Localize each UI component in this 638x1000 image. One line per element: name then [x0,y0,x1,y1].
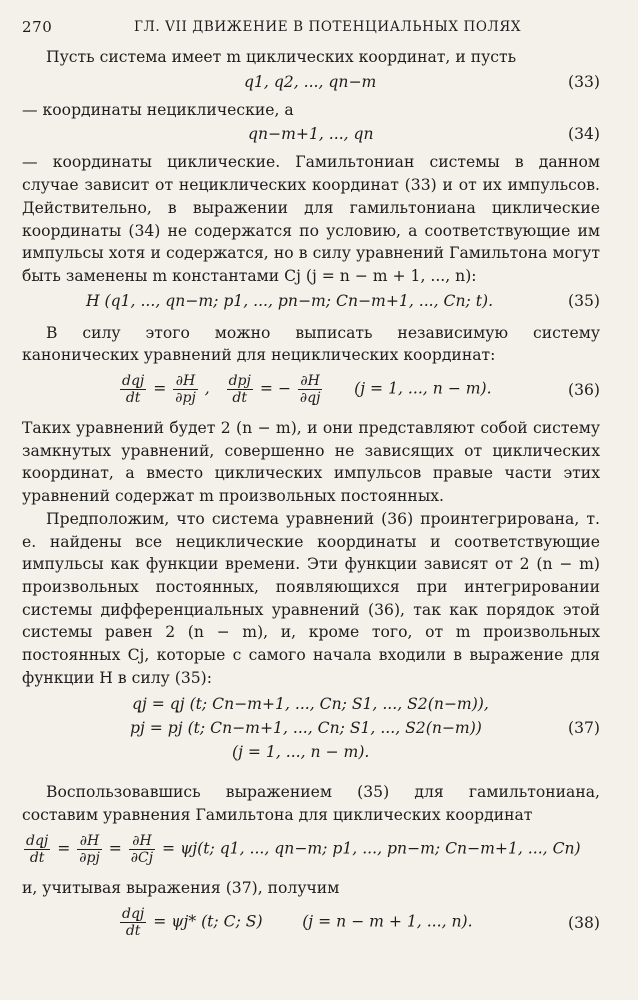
equation-37-line-1: qj = qj (t; Cn−m+1, ..., Cn; S1, ..., S2(n−m)), [132,695,489,714]
equation-36-tag: (36) [567,381,600,400]
equation-37-tag: (37) [567,719,600,738]
page-number: 270 [22,18,53,36]
equation-37-line-2: pj = pj (t; Cn−m+1, ..., Cn; S1, ..., S2(n−m)) [130,719,482,738]
equation-37 [22,689,600,773]
equation-35-tag: (35) [567,291,600,310]
equation-37-line-3: (j = 1, ..., n − m). [232,743,370,762]
equation-36 [22,367,600,413]
equation-33-body: q1, q2, ..., qn−m [244,72,377,91]
equation-cyclic [22,827,600,873]
equation-34-body: qn−m+1, ..., qn [248,125,374,144]
fraction: $\frac{\text{dqj}}{dt}$ [122,905,145,939]
equation-38 [22,900,600,946]
book-page [22,14,600,946]
equation-cyclic-tail: = ψj(t; q1, ..., qn−m; p1, ..., pn−m; Cn−m+1, ..., Cn) [162,839,581,858]
equation-36-range: (j = 1, ..., n − m). [354,379,492,398]
fraction: $\frac{\text{dpj}}{dt}$ [228,373,251,407]
equation-35 [22,288,600,318]
fraction: $\frac{\partial H}{\partial qj}$ [299,373,321,407]
equation-cyclic-body: $\frac{\text{dqj}}{dt}$ = $\frac{\partial H}{\partial pj}$ = $\frac{\partial H}{\partial Cj}$ = ψj(t; q1, ..., qn−m; p1, ..., pn−m; Cn−m+1, ..., Cn) [26,832,581,866]
paragraph-4: В силу этого можно выписать независимую систему канонических уравнений для нециклических координат: [22,323,600,365]
fraction: $\frac{\partial H}{\partial pj}$ [175,373,196,407]
equation-38-body [118,906,473,939]
equation-34-tag: (34) [567,125,600,144]
equation-36-body: $\frac{\text{dqj}}{dt}$ = $\frac{\partial H}{\partial pj}$ , $\frac{\text{dpj}}{dt}$ = − $\frac{\partial H}{\partial qj}$ (j = 1, ..., n − m). [122,373,492,407]
running-title: ГЛ. VII ДВИЖЕНИЕ В ПОТЕНЦИАЛЬНЫХ ПОЛЯХ [134,19,522,35]
equation-38-range: (j = n − m + 1, ..., n). [302,912,473,931]
paragraph-5: Таких уравнений будет 2 (n − m), и они представляют собой систему замкнутых уравнений, совершенно не зависящих от циклических координат, а вместо циклических импульсов правые части этих уравнений содержат m произвольных постоянных. [22,419,600,506]
equation-38-tag: (38) [567,913,600,932]
equation-35-body: H (q1, ..., qn−m; p1, ..., pn−m; Cn−m+1, ..., Cn; t). [86,291,494,310]
paragraph-7: Воспользовавшись выражением (35) для гамильтониана, составим уравнения Гамильтона для циклических координат [22,783,600,825]
fraction: $\frac{\partial H}{\partial Cj}$ [130,832,154,866]
equation-33 [22,69,600,99]
paragraph-2: — координаты нециклические, а [22,100,294,119]
paragraph-6: Предположим, что система уравнений (36) проинтегрирована, т. е. найдены все нециклические координаты и соответствующие импульсы как функции времени. Эти функции зависят от 2 (n − m) произвольных постоянных, появляющихся при интегрировании системы дифференциальных уравнений (36), так как порядок этой системы равен 2 (n − m), и, кроме того, от m произвольных постоянных Cj, которые с самого начала входили в выражение для функции H в силу (35): [22,509,600,687]
paragraph-3: — координаты циклические. Гамильтониан системы в данном случае зависит от нециклических координат (33) и от их импульсов. Действительно, в выражении для гамильтониана циклические координаты (34) не содержатся по условию, а соответствующие им импульсы хотя и содержатся, но в силу уравнений Гамильтона могут быть заменены m константами Cj (j = n − m + 1, ..., n): [22,153,600,285]
fraction: $\frac{\partial H}{\partial pj}$ [79,832,100,866]
fraction: $\frac{\text{dqj}}{dt}$ [122,373,145,407]
equation-34 [22,121,600,151]
paragraph-1: Пусть система имеет m циклических координат, и пусть [46,48,517,66]
fraction: $\frac{\text{dqj}}{dt}$ [26,832,49,866]
equation-38-rhs: = ψj* (t; C; S) [153,912,263,931]
paragraph-8: и, учитывая выражения (37), получим [22,878,340,897]
equation-33-tag: (33) [567,72,600,91]
running-head [22,14,600,38]
